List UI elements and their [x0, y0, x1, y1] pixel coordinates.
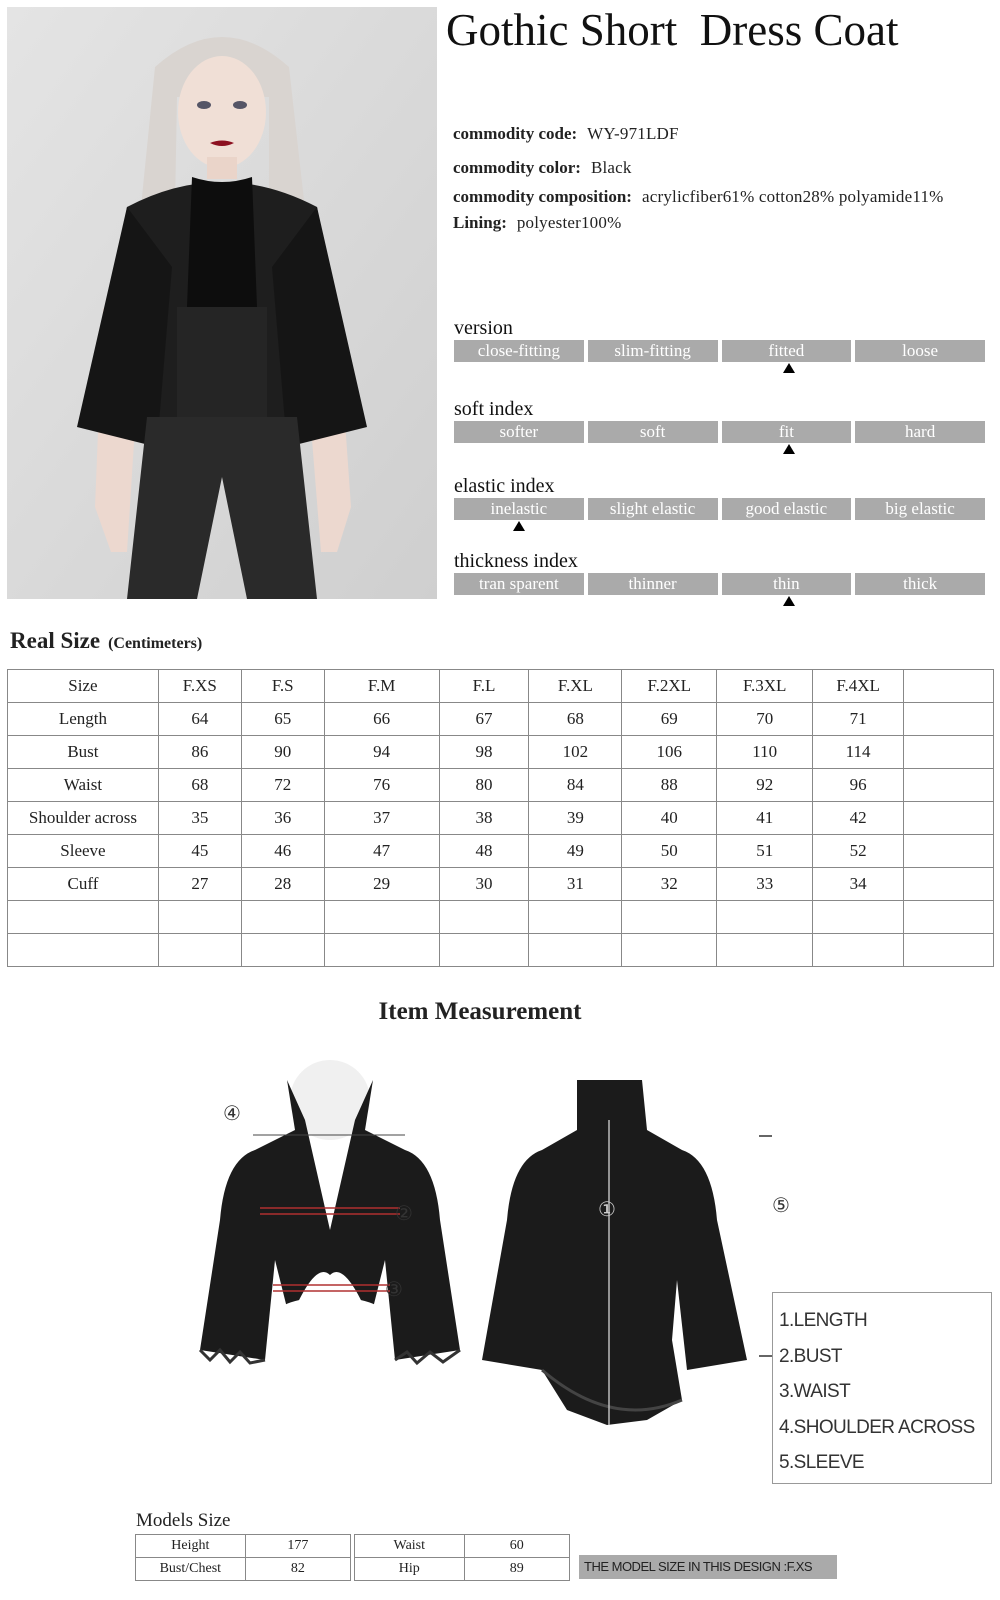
- size-table-heading: [10, 628, 202, 654]
- index-option: inelastic: [454, 498, 584, 520]
- table-cell: [904, 901, 994, 934]
- table-cell: 50: [622, 835, 717, 868]
- elastic-index: [454, 474, 985, 534]
- table-cell: [622, 934, 717, 967]
- index-option: slim-fitting: [588, 340, 718, 362]
- selected-marker-icon: [783, 444, 795, 454]
- size-table-unit: (Centimeters): [108, 635, 203, 652]
- table-cell: 106: [622, 736, 717, 769]
- index-option: loose: [855, 340, 985, 362]
- table-cell: Size: [8, 670, 159, 703]
- measurement-legend: [772, 1292, 992, 1484]
- table-cell: [158, 934, 241, 967]
- table-cell: [324, 934, 439, 967]
- spec-value: Black: [590, 158, 632, 177]
- legend-item: 4.SHOULDER ACROSS: [779, 1416, 975, 1438]
- table-cell: 68: [529, 703, 622, 736]
- selected-marker-icon: [513, 521, 525, 531]
- table-cell: 82: [245, 1558, 350, 1581]
- index-option: close-fitting: [454, 340, 584, 362]
- table-cell: F.L: [439, 670, 529, 703]
- marker-sleeve: ⑤: [772, 1193, 790, 1217]
- table-cell: F.S: [241, 670, 324, 703]
- table-cell: Cuff: [8, 868, 159, 901]
- table-cell: Waist: [8, 769, 159, 802]
- index-label: soft index: [454, 398, 534, 420]
- model-photo: [7, 7, 437, 599]
- size-table-title: Real Size: [10, 628, 101, 653]
- table-row: [8, 835, 994, 868]
- models-table-left: [135, 1534, 351, 1581]
- table-cell: [904, 868, 994, 901]
- table-row: [8, 703, 994, 736]
- table-cell: 52: [813, 835, 904, 868]
- marker-bust: ②: [395, 1201, 413, 1225]
- table-row: [8, 736, 994, 769]
- index-option: softer: [454, 421, 584, 443]
- table-row: [8, 901, 994, 934]
- table-cell: [241, 934, 324, 967]
- table-cell: [904, 934, 994, 967]
- table-cell: F.3XL: [717, 670, 813, 703]
- index-option: thinner: [588, 573, 718, 595]
- table-cell: 38: [439, 802, 529, 835]
- table-cell: 32: [622, 868, 717, 901]
- table-cell: [904, 670, 994, 703]
- table-cell: [8, 901, 159, 934]
- spec-label: commodity composition:: [453, 187, 632, 206]
- index-option: thick: [855, 573, 985, 595]
- table-row: [8, 934, 994, 967]
- selected-marker-icon: [783, 363, 795, 373]
- spec-value: polyester100%: [516, 213, 622, 232]
- index-option: fitted: [722, 340, 852, 362]
- marker-length: ①: [598, 1197, 616, 1221]
- table-cell: 67: [439, 703, 529, 736]
- spec-label: Lining:: [453, 213, 507, 232]
- table-cell: 37: [324, 802, 439, 835]
- table-cell: 41: [717, 802, 813, 835]
- table-cell: 88: [622, 769, 717, 802]
- spec-label: commodity code:: [453, 124, 578, 143]
- index-option: fit: [722, 421, 852, 443]
- index-option: good elastic: [722, 498, 852, 520]
- table-cell: 86: [158, 736, 241, 769]
- table-cell: [324, 901, 439, 934]
- table-cell: [529, 901, 622, 934]
- table-cell: F.XL: [529, 670, 622, 703]
- table-cell: [904, 736, 994, 769]
- index-label: thickness index: [454, 550, 578, 572]
- table-cell: [717, 901, 813, 934]
- index-label: version: [454, 317, 513, 339]
- spec-commodity-code: [453, 123, 679, 145]
- model-size-note: THE MODEL SIZE IN THIS DESIGN :F.XS: [579, 1555, 837, 1579]
- table-cell: 71: [813, 703, 904, 736]
- table-cell: 92: [717, 769, 813, 802]
- table-cell: [904, 835, 994, 868]
- table-cell: 27: [158, 868, 241, 901]
- marker-shoulder: ④: [223, 1101, 241, 1125]
- table-cell: Waist: [355, 1535, 465, 1558]
- table-cell: 40: [622, 802, 717, 835]
- table-cell: 72: [241, 769, 324, 802]
- measurement-title: Item Measurement: [378, 998, 582, 1025]
- selected-marker-icon: [783, 596, 795, 606]
- table-cell: [717, 934, 813, 967]
- table-cell: 66: [324, 703, 439, 736]
- table-cell: [439, 934, 529, 967]
- table-cell: [8, 934, 159, 967]
- table-cell: F.M: [324, 670, 439, 703]
- table-cell: 96: [813, 769, 904, 802]
- table-cell: 35: [158, 802, 241, 835]
- table-cell: 39: [529, 802, 622, 835]
- table-cell: [813, 901, 904, 934]
- table-row: [355, 1558, 570, 1581]
- table-cell: 177: [245, 1535, 350, 1558]
- table-cell: [158, 901, 241, 934]
- sleeve-marker: [770, 1190, 800, 1220]
- table-cell: 94: [324, 736, 439, 769]
- thickness-index: [454, 549, 985, 609]
- table-row: [355, 1535, 570, 1558]
- table-cell: 90: [241, 736, 324, 769]
- table-cell: 102: [529, 736, 622, 769]
- table-cell: 31: [529, 868, 622, 901]
- table-cell: 114: [813, 736, 904, 769]
- table-cell: 33: [717, 868, 813, 901]
- spec-value: acrylicfiber61% cotton28% polyamide11%: [641, 187, 944, 206]
- table-cell: 48: [439, 835, 529, 868]
- table-cell: 98: [439, 736, 529, 769]
- spec-commodity-color: [453, 157, 632, 179]
- index-option: slight elastic: [588, 498, 718, 520]
- table-cell: F.4XL: [813, 670, 904, 703]
- soft-index: [454, 397, 985, 457]
- table-cell: 45: [158, 835, 241, 868]
- table-cell: 89: [464, 1558, 569, 1581]
- index-option: thin: [722, 573, 852, 595]
- models-size-title: Models Size: [136, 1510, 231, 1531]
- table-cell: 69: [622, 703, 717, 736]
- legend-item: 2.BUST: [779, 1345, 842, 1367]
- index-option: soft: [588, 421, 718, 443]
- garment-back-diagram: [482, 1070, 772, 1440]
- table-cell: 42: [813, 802, 904, 835]
- legend-item: 5.SLEEVE: [779, 1452, 864, 1473]
- table-cell: Shoulder across: [8, 802, 159, 835]
- product-title: Gothic Short Dress Coat: [446, 5, 899, 55]
- garment-front-diagram: [195, 1060, 465, 1400]
- table-row: [136, 1558, 351, 1581]
- table-cell: 29: [324, 868, 439, 901]
- legend-item: 3.WAIST: [779, 1381, 851, 1402]
- spec-lining: [453, 212, 621, 234]
- table-cell: [529, 934, 622, 967]
- table-row: [8, 802, 994, 835]
- table-cell: 49: [529, 835, 622, 868]
- table-cell: 36: [241, 802, 324, 835]
- table-row: [8, 769, 994, 802]
- table-cell: 64: [158, 703, 241, 736]
- table-cell: Length: [8, 703, 159, 736]
- index-option: big elastic: [855, 498, 985, 520]
- table-cell: [904, 802, 994, 835]
- models-table-right: [354, 1534, 570, 1581]
- index-option: tran sparent: [454, 573, 584, 595]
- spec-label: commodity color:: [453, 158, 581, 177]
- table-cell: F.2XL: [622, 670, 717, 703]
- table-cell: 46: [241, 835, 324, 868]
- table-cell: [241, 901, 324, 934]
- table-cell: F.XS: [158, 670, 241, 703]
- spec-value: WY-971LDF: [587, 124, 679, 143]
- version-index: [454, 316, 985, 376]
- table-cell: Hip: [355, 1558, 465, 1581]
- table-cell: 65: [241, 703, 324, 736]
- table-row: [8, 868, 994, 901]
- size-table: [7, 669, 994, 967]
- table-cell: [813, 934, 904, 967]
- spec-commodity-composition: [453, 186, 944, 208]
- table-cell: 47: [324, 835, 439, 868]
- table-cell: [904, 769, 994, 802]
- table-cell: [622, 901, 717, 934]
- table-cell: 30: [439, 868, 529, 901]
- table-cell: 76: [324, 769, 439, 802]
- table-cell: 110: [717, 736, 813, 769]
- table-cell: [904, 703, 994, 736]
- table-cell: 51: [717, 835, 813, 868]
- table-header-row: [8, 670, 994, 703]
- table-cell: 70: [717, 703, 813, 736]
- table-cell: Height: [136, 1535, 246, 1558]
- table-cell: [439, 901, 529, 934]
- table-cell: 84: [529, 769, 622, 802]
- table-cell: 68: [158, 769, 241, 802]
- table-cell: 80: [439, 769, 529, 802]
- table-cell: Bust: [8, 736, 159, 769]
- index-label: elastic index: [454, 475, 555, 497]
- index-option: hard: [855, 421, 985, 443]
- table-cell: 60: [464, 1535, 569, 1558]
- table-cell: Sleeve: [8, 835, 159, 868]
- table-row: [136, 1535, 351, 1558]
- marker-waist: ③: [385, 1277, 403, 1301]
- table-cell: Bust/Chest: [136, 1558, 246, 1581]
- table-cell: 34: [813, 868, 904, 901]
- table-cell: 28: [241, 868, 324, 901]
- legend-item: 1.LENGTH: [779, 1310, 868, 1331]
